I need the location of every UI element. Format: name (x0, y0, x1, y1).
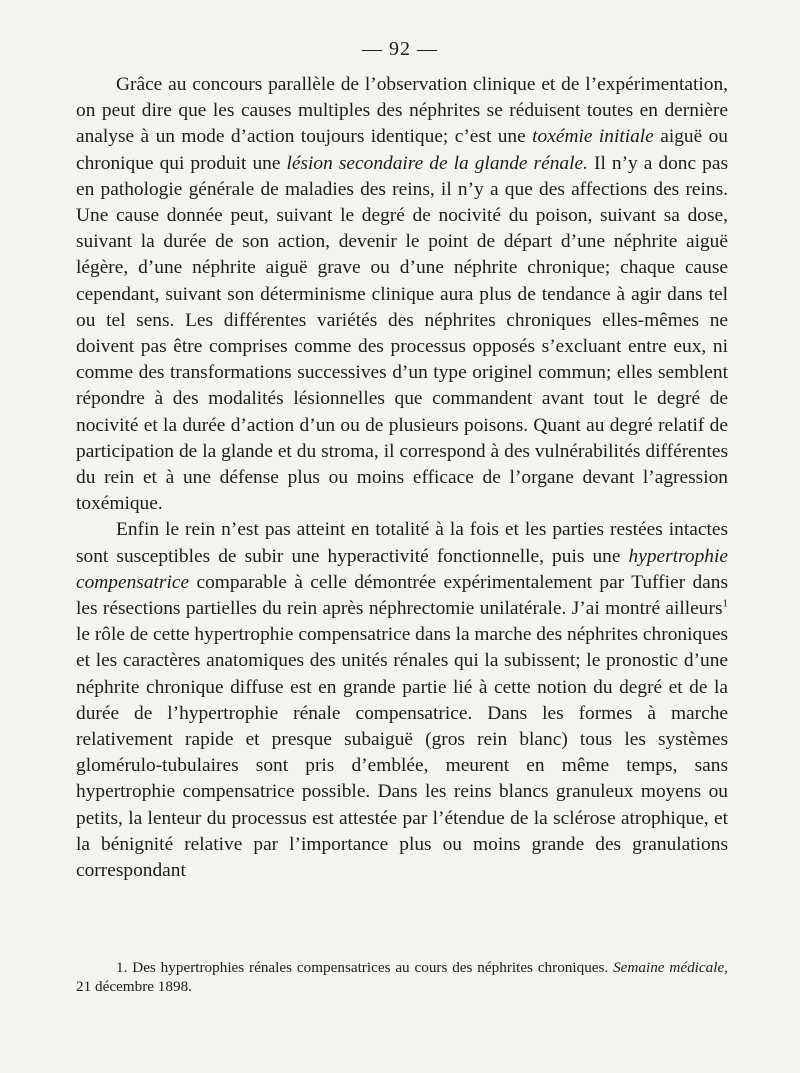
paragraph-2 (76, 517, 728, 884)
footnote-text-b: 21 décembre 1898. (76, 978, 192, 995)
paragraph-2-italic-a: hypertrophie compensatrice (76, 545, 728, 593)
footnote-text-a: 1. Des hypertrophies rénales compensatrices au cours des néphrites chroniques. (116, 959, 614, 976)
paragraph-1-text-b: aiguë ou chronique qui produit une (76, 126, 728, 174)
paragraph-1-text-c: Il n’y a donc pas en pathologie générale de maladies des reins, il n’y a que des affections des reins. Une cause donnée peut, suivant le degré de nocivité du poison, suivant sa dose, suivant la durée de son action, devenir le point de départ d’une néphrite aiguë légère, d’une néphrite aiguë grave ou d’une néphrite chronique; chaque cause cependant, suivant son déterminisme clinique aura plus de tendance à agir dans tel ou tel sens. Les différentes variétés des néphrites chroniques elles-mêmes ne doivent pas être comprises comme des processus opposés s’excluant entre eux, ni comme des transformations successives d’un type originel commun; elles semblent répondre à des modalités lésionnelles que commandent avant tout le degré de nocivité et la durée d’action d’un ou de plusieurs poisons. Quant au degré relatif de participation de la glande et du stroma, il correspond à des vulnérabilités différentes du rein et à une défense plus ou moins efficace de l’organe devant l’agression toxémique. (76, 152, 728, 515)
paragraph-1-text-a: Grâce au concours parallèle de l’observation clinique et de l’expérimentation, on peut dire que les causes multiples des néphrites se réduisent toutes en dernière analyse à un mode d’action toujours identique; c’est une (76, 74, 728, 148)
page-number: — 92 — (362, 38, 438, 60)
paragraph-2-text-a: Enfin le rein n’est pas atteint en totalité à la fois et les parties restées intactes sont susceptibles de subir une hyperactivité fonctionnelle, puis une (76, 519, 728, 567)
footnote-italic: Semaine médicale, (613, 959, 728, 976)
footnote (76, 958, 728, 996)
footnote-reference: 1 (722, 597, 728, 610)
paragraph-1 (76, 72, 728, 517)
paragraph-1-italic-b: lésion secondaire de la glande rénale. (286, 152, 588, 174)
paragraph-1-italic-a: toxémie initiale (532, 126, 654, 148)
body-text (76, 72, 728, 884)
paragraph-2-text-b: comparable à celle démontrée expérimentalement par Tuffier dans les résections partielles du rein après néphrectomie unilatérale. J’ai montré ailleurs (76, 571, 728, 620)
paragraph-2-text-c: le rôle de cette hypertrophie compensatrice dans la marche des néphrites chroniques et les caractères anatomiques des unités rénales qui la subissent; le pronostic d’une néphrite chronique diffuse est en grande partie lié à cette notion du degré et de la durée de l’hypertrophie rénale compensatrice. Dans les formes à marche relativement rapide et presque subaiguë (gros rein blanc) tous les systèmes glomérulo-tubulaires sont pris d’emblée, meurent en même temps, sans hypertrophie compensatrice possible. Dans les reins blancs granuleux moyens ou petits, la lenteur du processus est attestée par l’étendue de la sclérose atrophique, et la bénignité relative par l’importance plus ou moins grande des granulations correspondant (76, 624, 729, 882)
